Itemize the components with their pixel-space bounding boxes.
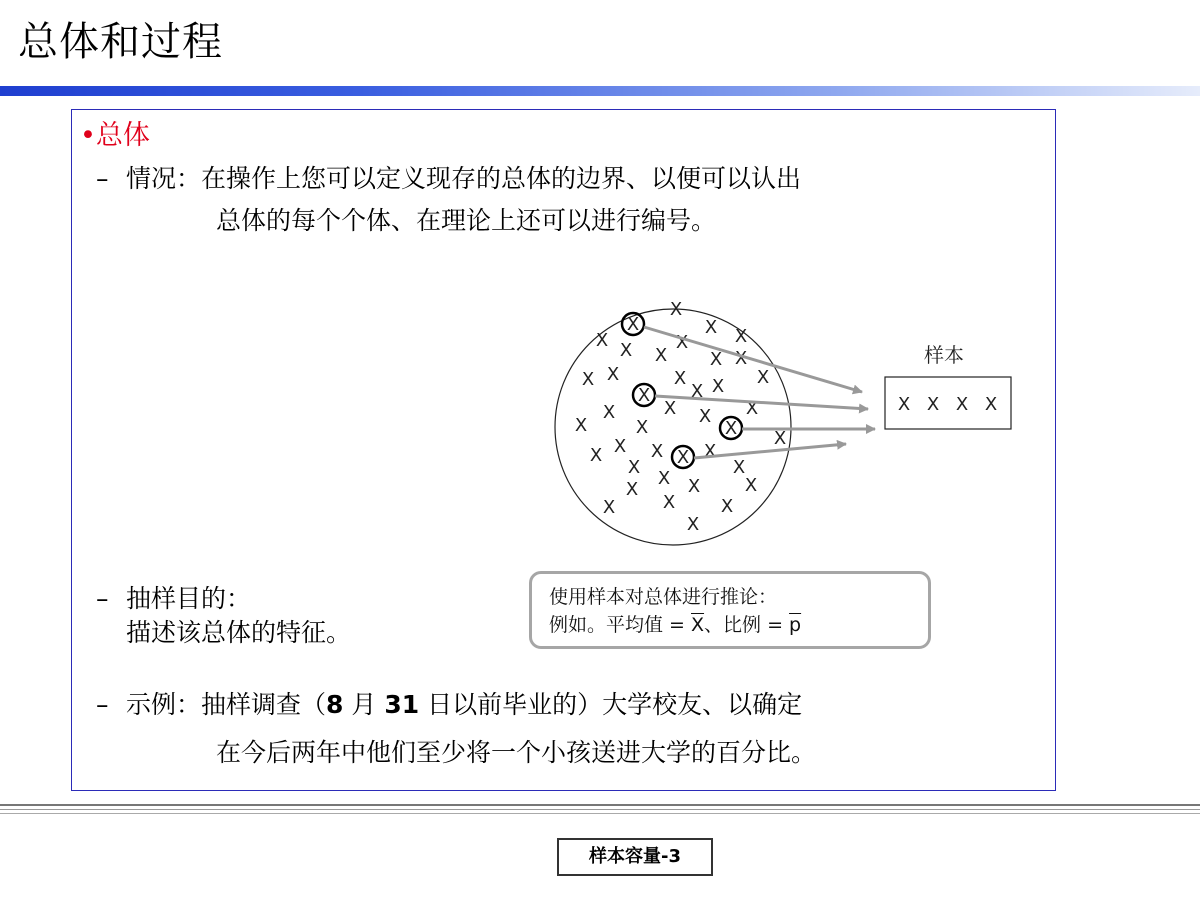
example-text-2: 在今后两年中他们至少将一个小孩送进大学的百分比。: [216, 738, 817, 767]
population-x-mark: X: [676, 447, 690, 468]
footer-rule: [0, 804, 1200, 814]
population-x-mark: X: [773, 428, 787, 449]
callout-line-2: [549, 611, 928, 639]
callout-mean-label: 例如。平均值 =: [549, 614, 691, 636]
example-text-1b: 月: [343, 690, 385, 719]
section-heading: •总体: [80, 120, 150, 151]
population-x-mark: X: [704, 317, 718, 338]
example-day-number: 31: [384, 690, 420, 719]
population-x-mark: X: [734, 326, 748, 347]
population-x-mark: X: [613, 436, 627, 457]
slide-title: 总体和过程: [18, 19, 223, 65]
population-x-mark: X: [673, 368, 687, 389]
population-x-mark: X: [619, 340, 633, 361]
population-x-mark: X: [595, 330, 609, 351]
population-x-mark: X: [734, 348, 748, 369]
population-x-mark: X: [687, 476, 701, 497]
dash-marker: –: [96, 690, 109, 719]
population-x-mark: X: [756, 367, 770, 388]
population-x-mark: X: [589, 445, 603, 466]
population-x-mark: X: [732, 457, 746, 478]
population-x-mark: X: [720, 496, 734, 517]
population-x-mark: X: [635, 417, 649, 438]
population-x-mark: X: [669, 299, 683, 320]
dash-marker: –: [96, 584, 109, 613]
callout-proportion-label: 、比例 =: [704, 614, 790, 636]
population-x-mark: X: [724, 418, 738, 439]
population-x-mark: X: [745, 398, 759, 419]
proportion-symbol: $\overline{p}$: [789, 614, 802, 636]
population-x-mark: X: [650, 441, 664, 462]
population-x-mark: X: [663, 398, 677, 419]
situation-text-2: 总体的每个个体、在理论上还可以进行编号。: [216, 206, 717, 235]
callout-line-1: 使用样本对总体进行推论：: [549, 586, 778, 608]
population-x-mark: X: [637, 385, 651, 406]
page-label: 样本容量-3: [557, 838, 713, 876]
population-x-mark: X: [626, 314, 640, 335]
population-x-mark: X: [662, 492, 676, 513]
population-x-mark: X: [574, 415, 588, 436]
population-x-mark: X: [686, 514, 700, 535]
sample-x-mark: X: [926, 394, 940, 415]
example-line-1: [96, 688, 802, 722]
inference-callout: [529, 571, 931, 649]
situation-text-1: 情况：在操作上您可以定义现存的总体的边界、以便可以认出: [126, 164, 802, 193]
purpose-text-1: 抽样目的：: [126, 584, 252, 613]
sample-x-mark: X: [984, 394, 998, 415]
population-x-mark: X: [627, 457, 641, 478]
population-x-mark: X: [602, 497, 616, 518]
example-text-1a: 示例：抽样调查（: [126, 690, 327, 719]
population-x-mark: X: [602, 402, 616, 423]
population-x-mark: X: [657, 468, 671, 489]
example-month-number: 8: [326, 690, 344, 719]
population-x-mark: X: [606, 364, 620, 385]
population-x-mark: X: [675, 332, 689, 353]
purpose-line-1: [96, 582, 251, 616]
population-x-mark: X: [625, 479, 639, 500]
population-x-mark: X: [654, 345, 668, 366]
population-x-mark: X: [711, 376, 725, 397]
purpose-text-2: 描述该总体的特征。: [126, 618, 352, 647]
dash-marker: –: [96, 164, 109, 193]
mean-symbol: $\overline{X}$: [691, 614, 705, 636]
sample-label: 样本: [924, 343, 964, 367]
population-x-mark: X: [744, 475, 758, 496]
population-x-mark: X: [703, 441, 717, 462]
population-x-mark: X: [698, 406, 712, 427]
population-x-mark: X: [709, 349, 723, 370]
sample-x-mark: X: [955, 394, 969, 415]
population-x-mark: X: [581, 369, 595, 390]
population-x-mark: X: [690, 381, 704, 402]
sample-x-mark: X: [897, 394, 911, 415]
example-text-1c: 日以前毕业的）大学校友、以确定: [419, 690, 803, 719]
